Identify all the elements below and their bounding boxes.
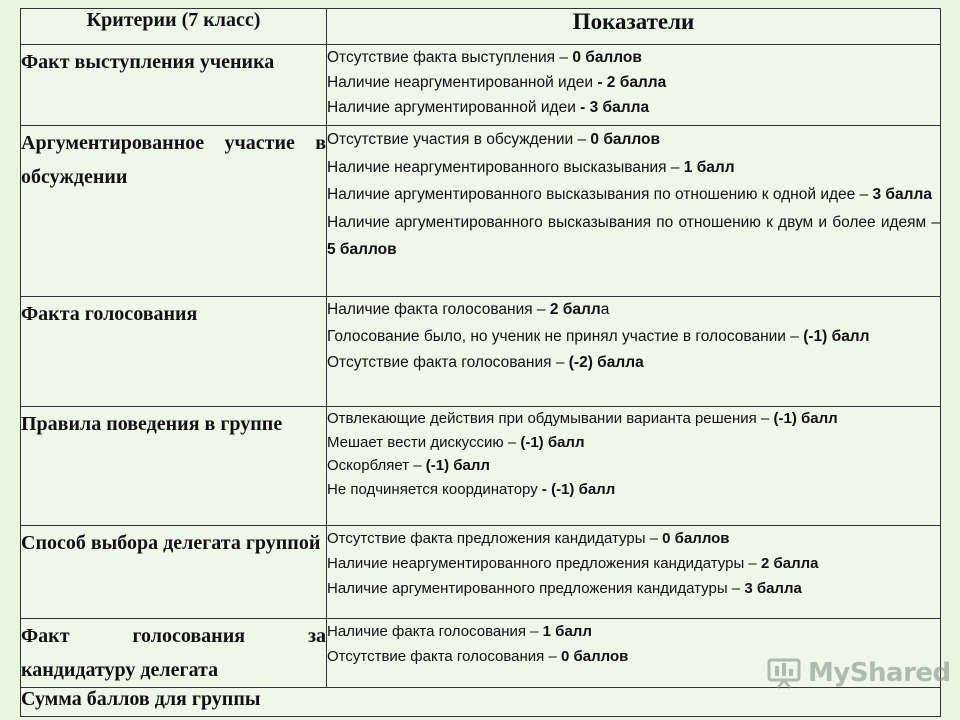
table-row — [21, 526, 941, 619]
indicator-line: Наличие аргументированного высказывания по отношению к одной идее – 3 балла — [327, 186, 932, 203]
criterion-cell: Факт выступления ученика — [21, 45, 327, 126]
indicator-line: Отсутствие факта предложения кандидатуры – 0 баллов — [327, 530, 730, 547]
summary-row — [21, 688, 941, 717]
table-row — [21, 45, 941, 126]
indicator-line: Мешает вести дискуссию – (-1) балл — [327, 433, 585, 451]
indicator-line: Наличие неаргументированного высказывания – 1 балл — [327, 158, 735, 176]
indicators-column-header: Показатели — [327, 9, 941, 45]
table-row — [21, 126, 941, 297]
summary-cell: Сумма баллов для группы — [21, 688, 941, 717]
watermark-logo-text: MyShared — [808, 658, 951, 688]
criteria-table — [20, 8, 941, 717]
table-header-row — [21, 9, 941, 45]
indicator-line: Наличие аргументированного высказывания по отношению к двум и более идеям – 5 баллов — [327, 213, 940, 258]
indicator-line: Отсутствие участия в обсуждении – 0 баллов — [327, 131, 661, 148]
criterion-cell: Факт голосования за кандидатуру делегата — [21, 619, 327, 688]
indicator-line: Наличие неаргументированной идеи - 2 балла — [327, 74, 667, 91]
indicator-line: Наличие аргументированного предложения кандидатуры – 3 балла — [327, 580, 802, 597]
indicators-cell — [327, 407, 941, 526]
criterion-cell: Способ выбора делегата группой — [21, 526, 327, 619]
indicator-line: Отсутствие факта голосования – (-2) балла — [327, 354, 644, 371]
indicators-cell — [327, 297, 941, 407]
indicator-line: Наличие факта голосования – 1 балл — [327, 623, 592, 640]
indicator-line: Отвлекающие действия при обдумывании варианта решения – (-1) балл — [327, 410, 838, 427]
presentation-icon — [766, 656, 802, 690]
indicator-line: Не подчиняется координатору - (-1) балл — [327, 480, 616, 498]
indicator-line: Наличие факта голосования – 2 балла — [327, 301, 610, 318]
table-row — [21, 407, 941, 526]
criterion-cell: Аргументированное участие в обсуждении — [21, 126, 327, 297]
indicator-line: Оскорбляет – (-1) балл — [327, 457, 490, 474]
indicators-cell — [327, 45, 941, 126]
indicator-line: Наличие аргументированной идеи - 3 балла — [327, 99, 650, 116]
indicator-line: Отсутствие факта выступления – 0 баллов — [327, 49, 642, 66]
indicators-cell — [327, 526, 941, 619]
indicators-cell — [327, 126, 941, 297]
criteria-column-header: Критерии (7 класс) — [21, 9, 327, 45]
indicator-line: Отсутствие факта голосования – 0 баллов — [327, 648, 629, 665]
watermark — [766, 656, 951, 690]
table-row — [21, 297, 941, 407]
criterion-cell: Правила поведения в группе — [21, 407, 327, 526]
indicator-line: Наличие неаргументированного предложения кандидатуры – 2 балла — [327, 555, 819, 572]
indicator-line: Голосование было, но ученик не принял участие в голосовании – (-1) балл — [327, 327, 870, 345]
criterion-cell: Факта голосования — [21, 297, 327, 407]
